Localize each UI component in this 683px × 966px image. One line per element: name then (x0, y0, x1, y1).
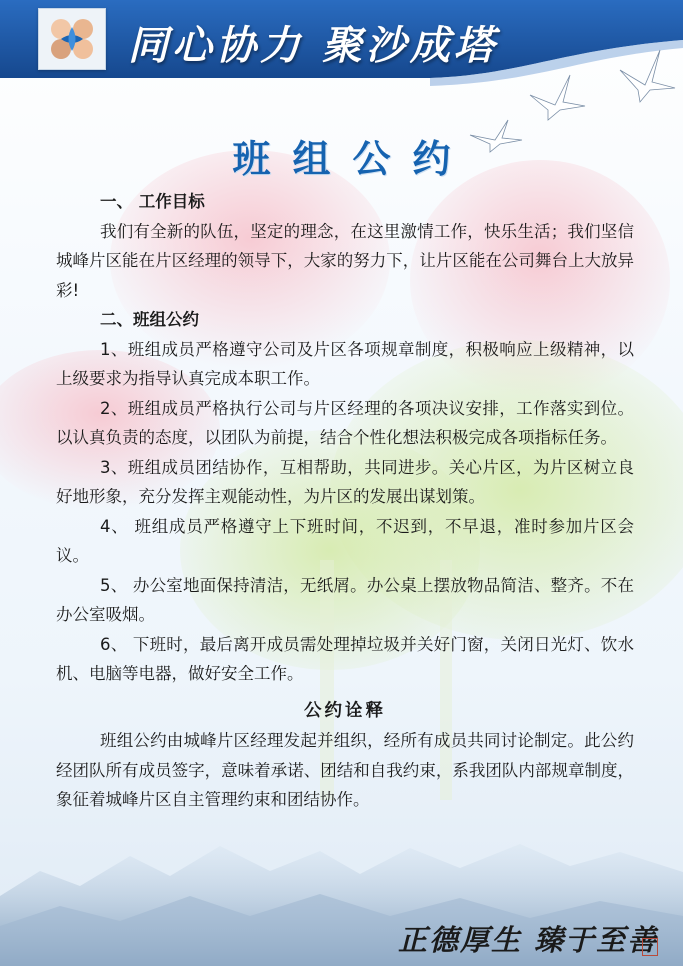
header-slogan: 同心协力 聚沙成塔 (128, 22, 498, 69)
footer-motto: 正德厚生 臻于至善 (398, 923, 659, 957)
red-seal-icon (642, 938, 658, 956)
convention-heading: 二、班组公约 (100, 310, 199, 329)
convention-body (56, 187, 634, 815)
rule-item: 5、 办公室地面保持清洁，无纸屑。办公桌上摆放物品简洁、整齐。不在办公室吸烟。 (56, 575, 634, 624)
page-title: 班组公约 (232, 137, 473, 181)
rule-item: 4、 班组成员严格遵守上下班时间，不迟到，不早退，准时参加片区会议。 (56, 516, 634, 565)
china-mobile-logo-icon (38, 8, 106, 70)
rule-item: 6、 下班时，最后离开成员需处理掉垃圾并关好门窗，关闭日光灯、饮水机、电脑等电器，做好安全工作。 (56, 634, 634, 683)
rule-item: 2、班组成员严格执行公司与片区经理的各项决议安排，工作落实到位。以认真负责的态度，以团队为前提，结合个性化想法积极完成各项指标任务。 (56, 398, 634, 447)
rule-item: 1、班组成员严格遵守公司及片区各项规章制度，积极响应上级精神，以上级要求为指导认真完成本职工作。 (56, 339, 634, 388)
interpretation-paragraph: 班组公约由城峰片区经理发起并组织，经所有成员共同讨论制定。此公约经团队所有成员签字，意味着承诺、团结和自我约束，系我团队内部规章制度，象征着城峰片区自主管理约束和团结协作。 (56, 731, 634, 809)
goal-heading: 一、 工作目标 (100, 192, 205, 211)
interpretation-heading: 公约诠释 (304, 700, 386, 721)
rule-item: 3、班组成员团结协作，互相帮助，共同进步。关心片区，为片区树立良好地形象，充分发挥主观能动性，为片区的发展出谋划策。 (56, 457, 634, 506)
goal-paragraph: 我们有全新的队伍，坚定的理念，在这里激情工作，快乐生活；我们坚信城峰片区能在片区经理的领导下，大家的努力下，让片区能在公司舞台上大放异彩! (56, 221, 634, 300)
